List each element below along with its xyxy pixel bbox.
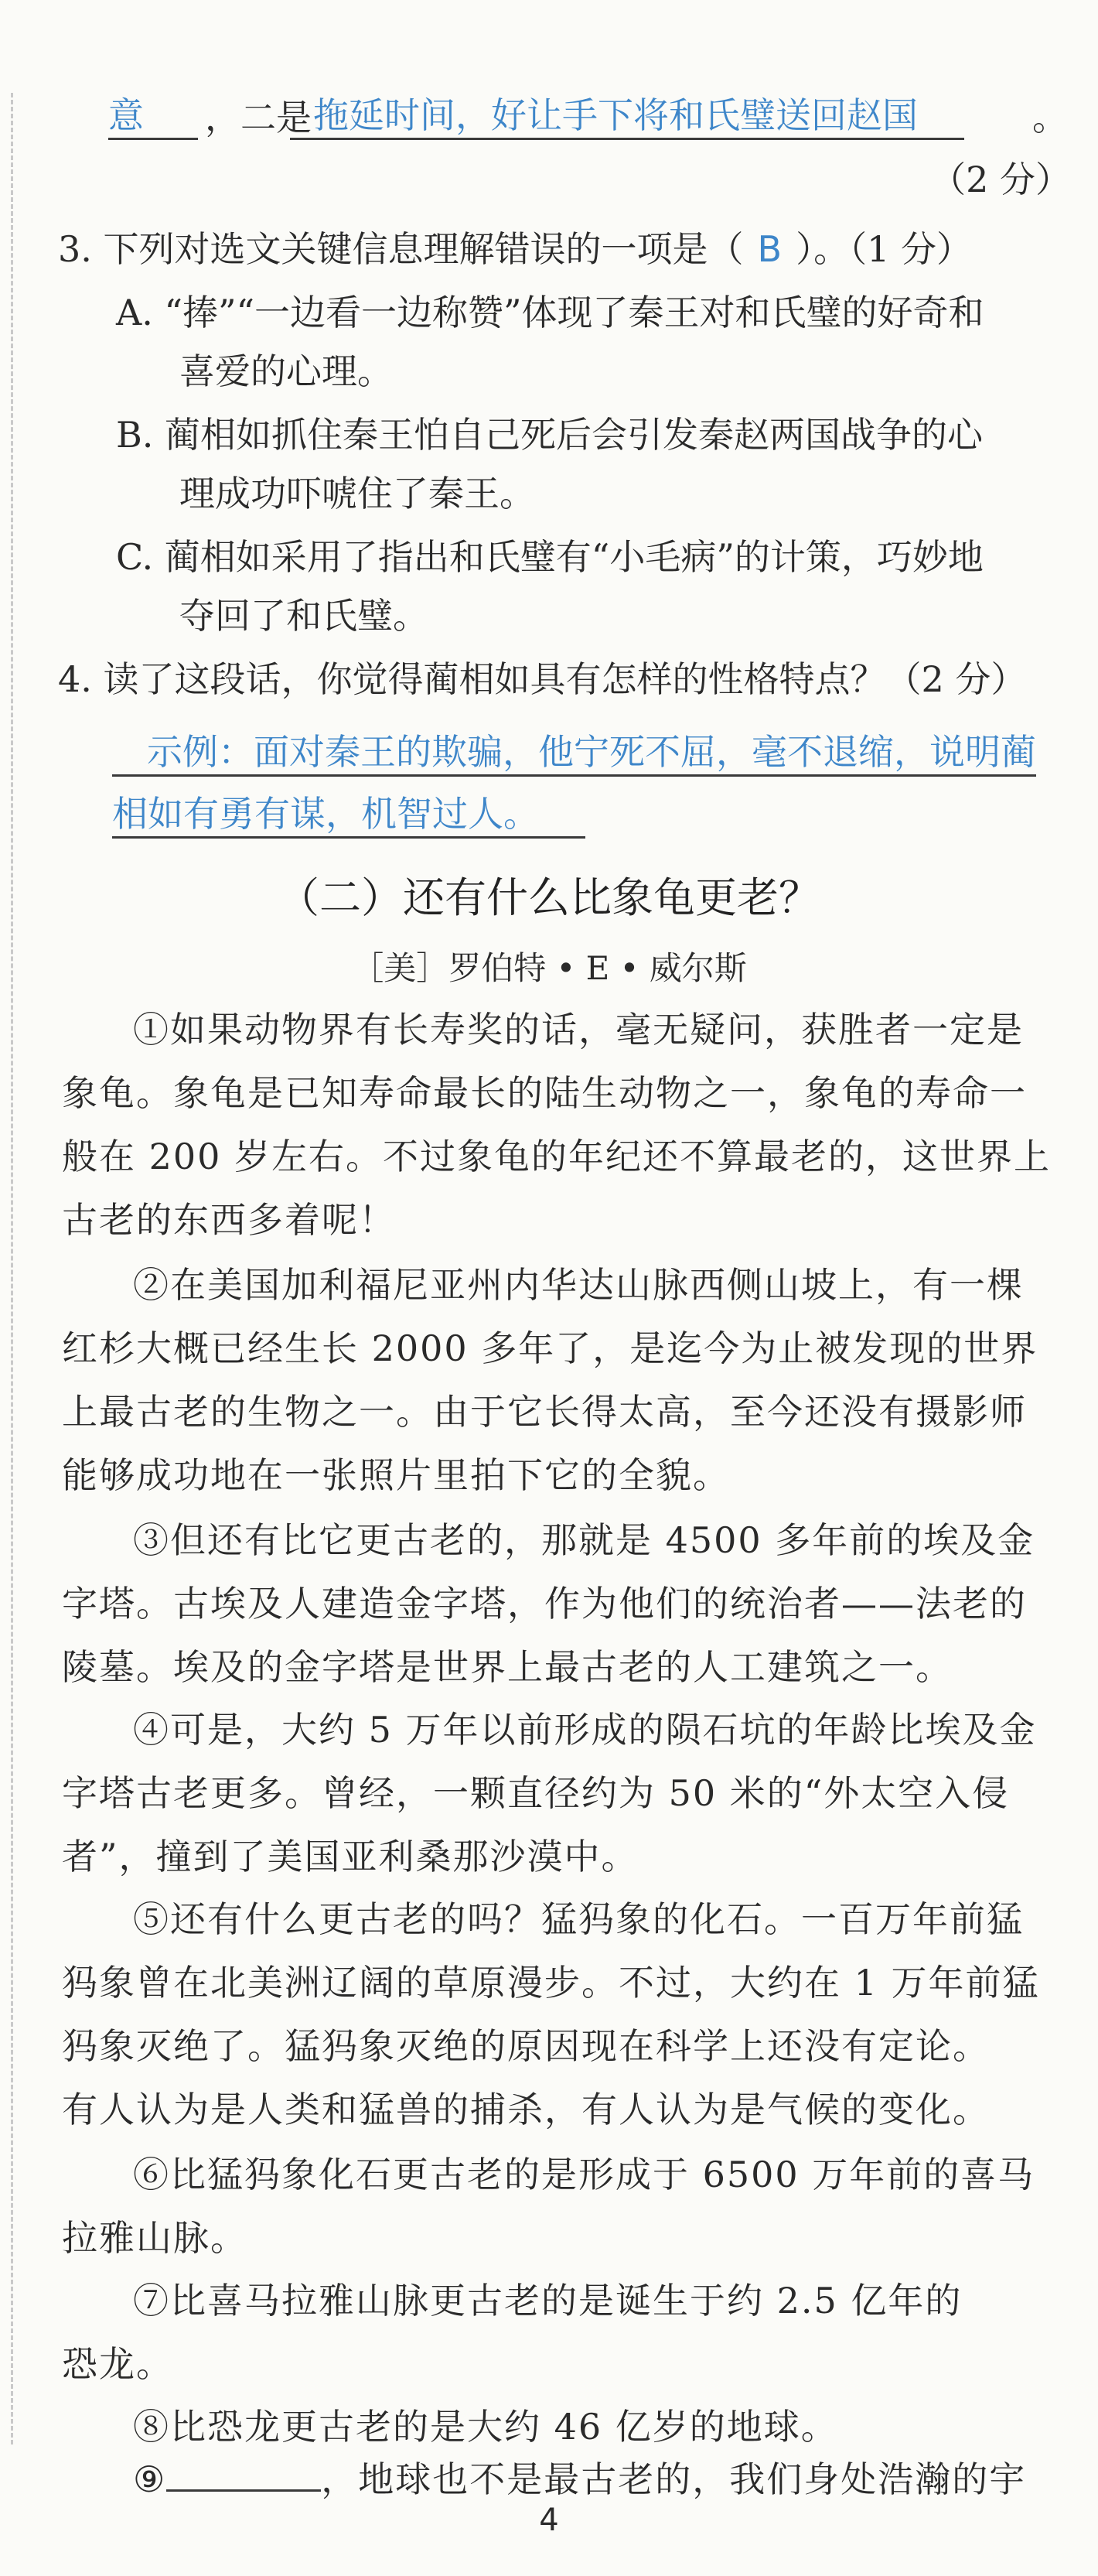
q3-option-b-cont: 理成功吓唬住了秦王。 bbox=[179, 473, 535, 514]
paragraph-4: ④可是，大约 5 万年以前形成的陨石坑的年龄比埃及金 字塔古老更多。曾经，一颗直径约为 50 米的“外太空入侵 者”，撞到了美国亚利桑那沙漠中。 bbox=[62, 1709, 1037, 1877]
paragraph-1: ①如果动物界有长寿奖的话，毫无疑问，获胜者一定是 象龟。象龟是已知寿命最长的陆生动物之一，象龟的寿命一 般在 200 岁左右。不过象龟的年纪还不算最老的，这世界上 古老的东西多着呢！ bbox=[62, 1009, 1052, 1241]
article-author: ［美］罗伯特 • E • 威尔斯 bbox=[351, 949, 747, 987]
fill-in-blank[interactable] bbox=[166, 2452, 321, 2492]
paragraph-3: ③但还有比它更古老的，那就是 4500 多年前的埃及金 字塔。古埃及人建造金字塔，作为他们的统治者——法老的 陵墓。埃及的金字塔是世界上最古老的人工建筑之一。 bbox=[62, 1519, 1035, 1688]
q3-option-c-cont: 夺回了和氏璧。 bbox=[179, 595, 428, 637]
page-number: 4 bbox=[539, 2503, 559, 2538]
q2-end-mark: 。 bbox=[1032, 97, 1068, 138]
q4-answer-line-1: 示例：面对秦王的欺骗，他宁死不屈，毫不退缩，说明蔺 bbox=[112, 729, 1036, 777]
q3-option-a-cont: 喜爱的心理。 bbox=[179, 350, 393, 392]
q4-stem: 4. 读了这段话，你觉得蔺相如具有怎样的性格特点？（2 分） bbox=[58, 658, 1027, 700]
paragraph-6: ⑥比猛犸象化石更古老的是形成于 6500 万年前的喜马 拉雅山脉。 bbox=[62, 2154, 1035, 2259]
paragraph-5: ⑤还有什么更古老的吗？猛犸象的化石。一百万年前猛 犸象曾在北美洲辽阔的草原漫步。不过，大约在 1 万年前猛 犸象灭绝了。猛犸象灭绝的原因现在科学上还没有定论。 有人认为是人类和猛兽的捕杀，有人认为是气候的变化。 bbox=[62, 1898, 1040, 2130]
q3-option-b: B. 蔺相如抓住秦王怕自己死后会引发秦赵两国战争的心 bbox=[116, 414, 984, 456]
paragraph-9: ⑨ ，地球也不是最古老的，我们身处浩瀚的宇 bbox=[62, 2452, 1067, 2506]
paragraph-8: ⑧比恐龙更古老的是大约 46 亿岁的地球。 bbox=[133, 2406, 838, 2448]
q3-option-a: A. “捧”“一边看一边称赞”体现了秦王对和氏璧的好奇和 bbox=[116, 292, 984, 333]
q3-stem: 3. 下列对选文关键信息理解错误的一项是（ B ）。（1 分） bbox=[58, 228, 972, 270]
paragraph-2: ②在美国加利福尼亚州内华达山脉西侧山坡上，有一棵 红杉大概已经生长 2000 多年了，是迄今为止被发现的世界 上最古老的生物之一。由于它长得太高，至今还没有摄影师 能够成功地在一张照片里拍下它的全貌。 bbox=[62, 1264, 1038, 1496]
q3-answer: B bbox=[757, 228, 783, 270]
paragraph-7: ⑦比喜马拉雅山脉更古老的是诞生于约 2.5 亿年的 恐龙。 bbox=[62, 2280, 963, 2385]
article-title: （二）还有什么比象龟更老？ bbox=[278, 873, 820, 922]
q2-answer-1: 意 bbox=[108, 94, 144, 136]
q3-option-c: C. 蔺相如采用了指出和氏璧有“小毛病”的计策，巧妙地 bbox=[116, 536, 984, 578]
q2-mid-text: ，二是 bbox=[205, 97, 312, 138]
binding-margin-line bbox=[11, 93, 13, 2444]
q4-answer-line-2: 相如有勇有谋，机智过人。 bbox=[112, 793, 539, 835]
q2-answer-2: 拖延时间，好让手下将和氏璧送回赵国 bbox=[313, 94, 918, 136]
q2-score: （2 分） bbox=[930, 159, 1071, 200]
